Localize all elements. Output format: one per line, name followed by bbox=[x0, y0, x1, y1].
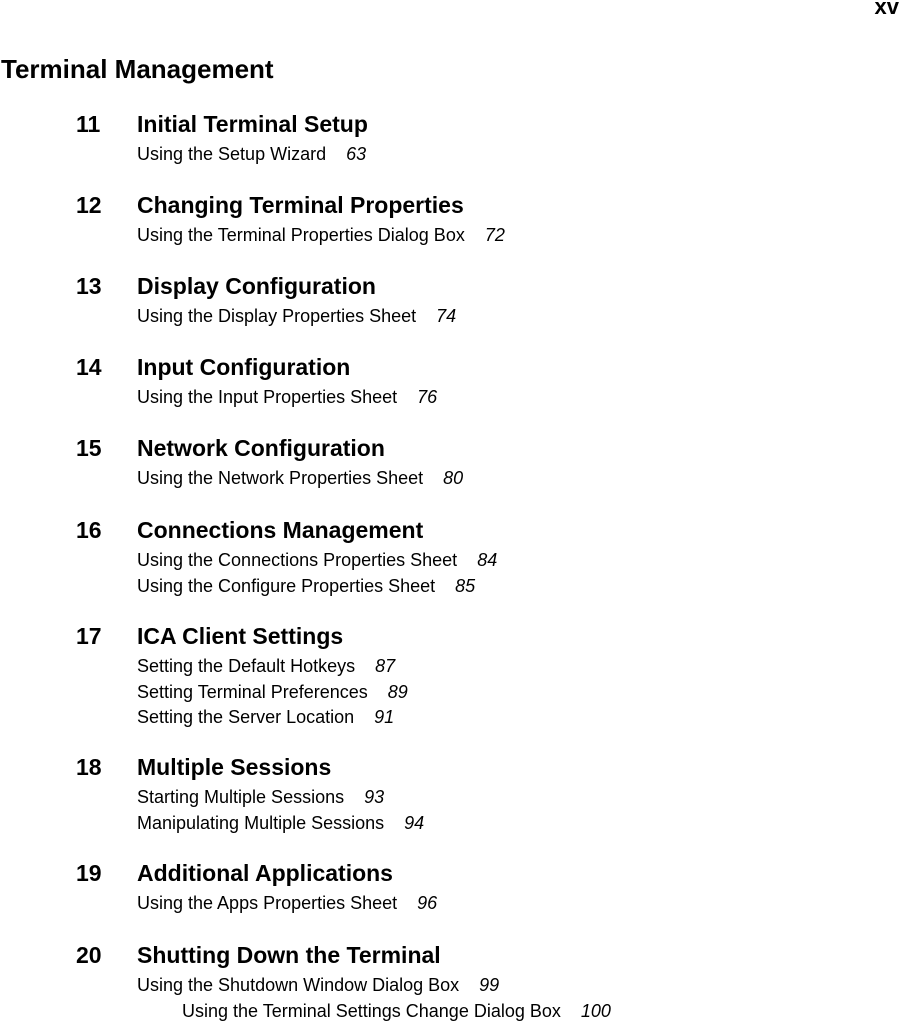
section-list bbox=[137, 548, 876, 599]
page-reference: 84 bbox=[477, 550, 498, 570]
section-title: Setting Terminal Preferences bbox=[137, 681, 368, 702]
chapter-15 bbox=[76, 433, 876, 492]
page-reference: 87 bbox=[375, 656, 396, 676]
toc-entry[interactable] bbox=[137, 304, 876, 330]
chapter-title: Input Configuration bbox=[137, 354, 351, 380]
page-reference: 94 bbox=[404, 812, 425, 833]
section-list bbox=[137, 223, 876, 249]
page-reference: 74 bbox=[436, 306, 457, 326]
page-reference: 89 bbox=[387, 681, 408, 702]
section-title: Using the Input Properties Sheet bbox=[137, 387, 398, 407]
chapter-heading bbox=[76, 109, 876, 139]
chapter-12 bbox=[76, 190, 876, 249]
chapter-14 bbox=[76, 352, 876, 411]
page-reference: 80 bbox=[443, 468, 464, 488]
section-title: Setting the Default Hotkeys bbox=[137, 656, 356, 676]
chapter-number: 20 bbox=[76, 942, 102, 968]
section-list bbox=[137, 973, 876, 1024]
toc-entry[interactable] bbox=[137, 680, 876, 706]
chapter-16 bbox=[76, 515, 876, 599]
section-list bbox=[137, 654, 876, 731]
chapter-title: Connections Management bbox=[137, 517, 424, 543]
section-title: Using the Terminal Settings Change Dialog Box bbox=[182, 1000, 561, 1021]
page-reference: 96 bbox=[417, 893, 438, 913]
page-number: xv bbox=[874, 0, 899, 19]
chapter-heading bbox=[76, 271, 876, 301]
chapter-11 bbox=[76, 109, 876, 168]
section-list bbox=[137, 142, 876, 168]
section-list bbox=[137, 304, 876, 330]
chapter-title: ICA Client Settings bbox=[137, 623, 344, 649]
page-reference: 63 bbox=[346, 144, 367, 164]
chapter-19 bbox=[76, 858, 876, 917]
chapter-number: 19 bbox=[76, 860, 102, 886]
chapter-number: 12 bbox=[76, 192, 102, 218]
section-list bbox=[137, 891, 876, 917]
toc-entry[interactable] bbox=[137, 385, 876, 411]
section-list bbox=[137, 466, 876, 492]
page-reference: 76 bbox=[417, 387, 438, 407]
section-title: Using the Connections Properties Sheet bbox=[137, 550, 458, 570]
chapter-18 bbox=[76, 752, 876, 836]
chapter-number: 11 bbox=[76, 111, 101, 137]
chapter-heading bbox=[76, 940, 876, 970]
chapter-heading bbox=[76, 190, 876, 220]
toc-entry[interactable] bbox=[137, 705, 876, 731]
toc-entry[interactable] bbox=[137, 548, 876, 574]
page-reference: 72 bbox=[484, 225, 505, 245]
section-list bbox=[137, 785, 876, 836]
chapter-heading bbox=[76, 352, 876, 382]
section-title: Using the Apps Properties Sheet bbox=[137, 893, 398, 913]
toc-entry[interactable] bbox=[137, 785, 876, 811]
chapter-heading bbox=[76, 752, 876, 782]
chapter-title: Initial Terminal Setup bbox=[137, 111, 368, 137]
toc-entry[interactable] bbox=[182, 999, 876, 1025]
section-title: Starting Multiple Sessions bbox=[137, 787, 345, 807]
chapter-20 bbox=[76, 940, 876, 1024]
chapter-number: 15 bbox=[76, 435, 102, 461]
toc-entry[interactable] bbox=[137, 811, 876, 837]
chapter-heading bbox=[76, 621, 876, 651]
toc-entry[interactable] bbox=[137, 891, 876, 917]
section-title: Using the Display Properties Sheet bbox=[137, 306, 417, 326]
toc-entry[interactable] bbox=[137, 223, 876, 249]
chapter-heading bbox=[76, 433, 876, 463]
chapter-17 bbox=[76, 621, 876, 731]
toc-entry[interactable] bbox=[137, 574, 876, 600]
page-reference: 99 bbox=[479, 975, 500, 995]
part-title: Terminal Management bbox=[1, 54, 274, 84]
chapter-13 bbox=[76, 271, 876, 330]
section-title: Using the Network Properties Sheet bbox=[137, 468, 424, 488]
section-title: Using the Terminal Properties Dialog Box bbox=[137, 225, 465, 245]
chapter-title: Changing Terminal Properties bbox=[137, 192, 464, 218]
chapter-number: 17 bbox=[76, 623, 102, 649]
page-reference: 85 bbox=[455, 575, 476, 596]
section-title: Manipulating Multiple Sessions bbox=[137, 812, 385, 833]
chapter-title: Additional Applications bbox=[137, 860, 393, 886]
section-title: Using the Shutdown Window Dialog Box bbox=[137, 975, 460, 995]
chapter-title: Multiple Sessions bbox=[137, 754, 332, 780]
chapter-number: 13 bbox=[76, 273, 102, 299]
chapter-title: Shutting Down the Terminal bbox=[137, 942, 441, 968]
chapter-number: 16 bbox=[76, 517, 102, 543]
toc-entry[interactable] bbox=[137, 654, 876, 680]
section-title: Using the Setup Wizard bbox=[137, 144, 327, 164]
section-list bbox=[137, 385, 876, 411]
toc-entry[interactable] bbox=[137, 466, 876, 492]
toc-entry[interactable] bbox=[137, 142, 876, 168]
chapter-heading bbox=[76, 515, 876, 545]
chapter-number: 18 bbox=[76, 754, 102, 780]
chapter-number: 14 bbox=[76, 354, 102, 380]
chapter-title: Display Configuration bbox=[137, 273, 376, 299]
page-reference: 93 bbox=[364, 787, 385, 807]
chapter-title: Network Configuration bbox=[137, 435, 385, 461]
page-reference: 100 bbox=[580, 1000, 611, 1021]
page-reference: 91 bbox=[374, 707, 395, 727]
chapter-heading bbox=[76, 858, 876, 888]
section-title: Setting the Server Location bbox=[137, 707, 355, 727]
section-title: Using the Configure Properties Sheet bbox=[137, 575, 436, 596]
toc-entry[interactable] bbox=[137, 973, 876, 999]
